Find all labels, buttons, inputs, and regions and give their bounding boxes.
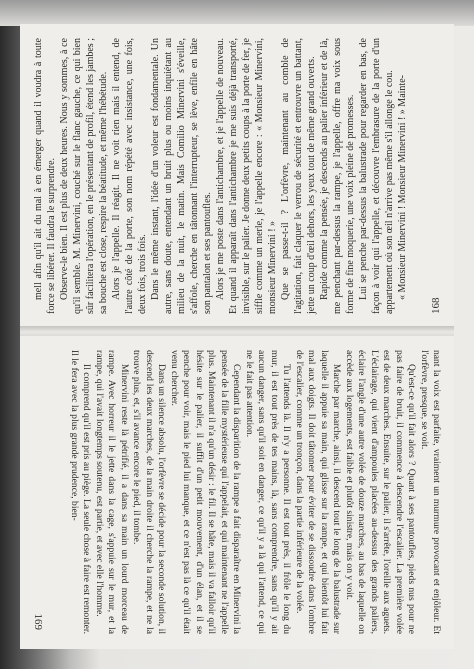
paragraph: Que se passe-t-il ? L'orfèvre, maintenant au comble de l'agitation, fait claquer le verrou de sécurité et entrouvre un battant, jette un coup d'œil dehors, les yeux tout de même grand ouverts.	[280, 38, 317, 314]
paragraph: Rapide comme la pensée, je descends au palier inférieur et de là, me penchant par-dessus la rampe, je l'appelle, offre ma voix sous forme de fine moquerie, une voix pleine de promesses.	[319, 38, 356, 314]
paragraph: Dans un silence absolu, l'orfèvre se décide pour la seconde solution, il descend les deux marches, de la main droite il cherche la rampe, et ne la trouve plus, et, s'il avance encore le pied, il tombe.	[131, 350, 168, 634]
scanner-top-edge	[0, 0, 474, 26]
page-169	[20, 336, 454, 649]
paragraph: Lui se penche par-dessus la balustrade pour regarder en bas, de façon à voir qui l'appelle, et découvre l'embrasure de la porte d'un appartement où son œil n'arrive pas même s'il allonge le cou.	[358, 38, 395, 314]
book-gutter	[20, 326, 454, 336]
paragraph: Tu l'attends là. Il n'y a personne. Il est tout près, il frôle le long du mur, il est tout près de tes mains, là, sans comprendre, sans qu'il y ait aucun danger, sans qu'il soit en danger, ce qu'il y a là qui l'attend, ce qui ne le fait pas attention.	[243, 350, 293, 634]
paragraph: Qu'est-ce qu'il fait alors ? Quant à ses pantoufles, pieds nus pour ne pas faire de bruit, il commence à descendre l'escalier. La première volée est de deux marches. Ensuite, sur le palier, il s'arrête, l'oreille aux aguets. L'éclairage, qui vient d'ampoules placées au-dessus des grands paliers, éclaire l'angle d'une autre volée de douze marches, au bas de laquelle on accède aux logements, est faible et plutôt sinistre, mais on y voit.	[343, 350, 418, 634]
page-169-body	[67, 350, 442, 634]
page-168	[20, 24, 454, 326]
paragraph: mell afin qu'il ait du mal à en émerger quand il voudra à toute force se libérer. Il faudra le surprendre.	[33, 38, 57, 314]
paragraph: Il comprend qu'il est pris au piège. La seule chose à faire est remonter. Il le fera avec la plus grande prudence, bien-	[68, 350, 93, 634]
paragraph: nant la voix est parfaite, vraiment un murmure provocant et enjôleur. Et l'orfèvre, presque, se voit.	[418, 350, 442, 634]
paragraph: Minervini reste là pétrifié, il a dans sa main un lourd morceau de rampe. Avec horreur il le jette dans la cage, s'appuie sur le mur, et la rampe, qui l'avait longtemps soutenu, est partie, et avec elle l'homme.	[93, 350, 130, 634]
paragraph: Alors je me poste dans l'antichambre, et je l'appelle de nouveau. Et quand il apparaît dans l'antichambre je me suis déjà transporté, invisible, sur le palier. Je donne deux petits coups à la porte de fer, je siffle comme un merle, je l'appelle encore : « Monsieur Minervini, monsieur Minervini ! »	[215, 38, 278, 314]
page-number: 169	[32, 613, 44, 630]
page-168-body	[32, 38, 409, 314]
paragraph: Dans le même instant, l'idée d'un voleur est fondamentale. Un autre, sans doute, entendant un bruit plus ou moins inquiétant au milieu de la nuit, le matin. Mais Comilio Minervini s'éveille, s'affole, cherche en tâtonnant l'interrupteur, se lève, enfile en hâte son pantalon et ses pantoufles.	[150, 38, 213, 314]
page-168-rotated-content	[26, 28, 446, 324]
paragraph: Marche par marche, ainsi, il descend tout le long de la balustrade sur laquelle il appuie sa main, qui glisse sur la rampe, et qui bientôt lui fait mal aux doigts. Il doit tâtonner pour éviter de se dissoudre dans l'ombre de l'escalier, comme un tronçon, dans la partie inférieure de la volée.	[293, 350, 343, 634]
paragraph: « Monsieur Minervini ! Monsieur Minervini ! » Mainte-	[397, 75, 408, 300]
page-number: 168	[430, 297, 442, 314]
paragraph: Cependant la disparition de la rampe a fait disparaître en Minervini la pensée de la fille mystérieuse qui l'appelait, et qui maintenant ne l'appelle plus. Maintenant il n'a qu'un désir : le fil. Il se hâte, mais il va falloir qu'il hésite sur le palier, il suffit d'un petit mouvement, d'un élan, et il se penche pour voir, mais le pied lui manque, et ce n'est pas là ce qu'il était venu chercher.	[168, 350, 243, 634]
paragraph: Observe-le bien. Il est plus de deux heures. Nous y sommes, à ce qu'il semble. M. Minervini, couché sur le flanc gauche, ce qui bien sûr facilitera l'opération, en le présentant de profil, étend les jambes ; sa bouche est close, respire la béatitude, et même l'hébétude.	[59, 38, 109, 314]
page-169-rotated-content	[28, 340, 448, 644]
paragraph: Alors je l'appelle. Il réagit. Il ne voit rien mais il entend, de l'autre côté de la porte, son nom répété avec insistance, une fois, deux fois, trois fois.	[111, 38, 148, 314]
